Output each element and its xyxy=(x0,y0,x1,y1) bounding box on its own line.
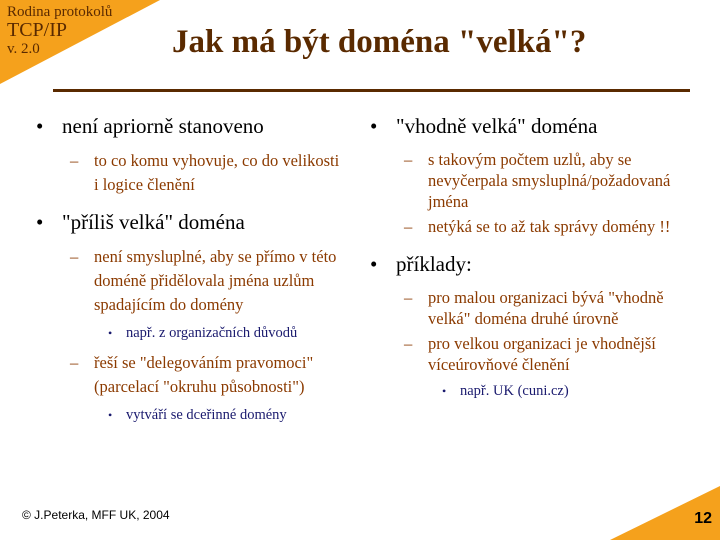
bullet-item xyxy=(36,113,346,139)
sub-item-text: netýká se to až tak správy domény !! xyxy=(428,217,671,236)
sub-item-text: pro malou organizaci bývá "vhodně velká" doména druhé úrovně xyxy=(428,288,664,328)
sub-sub-item xyxy=(442,381,710,401)
bullet-icon: • xyxy=(36,210,44,234)
bullet-item xyxy=(370,113,710,139)
dot-icon: • xyxy=(442,384,447,398)
dash-icon: – xyxy=(70,247,79,266)
dash-icon: – xyxy=(404,334,413,353)
bullet-text: "příliš velká" doména xyxy=(62,210,245,234)
sub-sub-item-text: např. UK (cuni.cz) xyxy=(460,383,569,399)
sub-item-text: to co komu vyhovuje, co do velikosti i logice členění xyxy=(94,151,340,194)
sub-item xyxy=(70,351,346,399)
dash-icon: – xyxy=(404,150,413,169)
sub-item-text: řeší se "delegováním pravomoci" (parcelací "okruhu působnosti") xyxy=(94,353,314,396)
sub-sub-item xyxy=(108,323,346,343)
series-protocol: TCP/IP xyxy=(7,19,68,41)
series-name: Rodina protokolů xyxy=(7,4,113,20)
bullet-text: není apriorně stanoveno xyxy=(62,114,264,138)
sub-item xyxy=(404,216,710,237)
sub-item-text: s takovým počtem uzlů, aby se nevyčerpala smysluplná/požadovaná jména xyxy=(428,150,671,211)
bullet-text: "vhodně velká" doména xyxy=(396,114,598,138)
bullet-item xyxy=(36,209,346,235)
dot-icon: • xyxy=(108,408,113,422)
sub-item xyxy=(404,149,710,212)
sub-item xyxy=(404,333,710,375)
dash-icon: – xyxy=(70,353,79,372)
sub-item-text: pro velkou organizaci je vhodnější víceúrovňové členění xyxy=(428,334,656,374)
sub-sub-item-text: např. z organizačních důvodů xyxy=(126,325,298,341)
sub-item xyxy=(70,245,346,317)
bullet-icon: • xyxy=(370,114,378,138)
right-column xyxy=(370,113,710,409)
dash-icon: – xyxy=(70,151,79,170)
page-number: 12 xyxy=(694,510,712,527)
slide-title: Jak má být doména "velká"? xyxy=(172,24,587,60)
sub-item xyxy=(70,149,346,197)
sub-sub-item-text: vytváří se dceřinné domény xyxy=(126,407,287,423)
footer-credit: © J.Peterka, MFF UK, 2004 xyxy=(22,508,170,522)
series-version: v. 2.0 xyxy=(7,41,40,57)
sub-item xyxy=(404,287,710,329)
bullet-item xyxy=(370,251,710,277)
left-column xyxy=(36,113,346,433)
bullet-icon: • xyxy=(36,114,44,138)
dot-icon: • xyxy=(108,326,113,340)
dash-icon: – xyxy=(404,217,413,236)
title-divider xyxy=(53,89,690,92)
bullet-icon: • xyxy=(370,252,378,276)
sub-item-text: není smysluplné, aby se přímo v této doméně přidělovala jména uzlům spadajícím do domény xyxy=(94,247,337,314)
bullet-text: příklady: xyxy=(396,252,472,276)
sub-sub-item xyxy=(108,405,346,425)
dash-icon: – xyxy=(404,288,413,307)
series-header xyxy=(7,4,112,57)
